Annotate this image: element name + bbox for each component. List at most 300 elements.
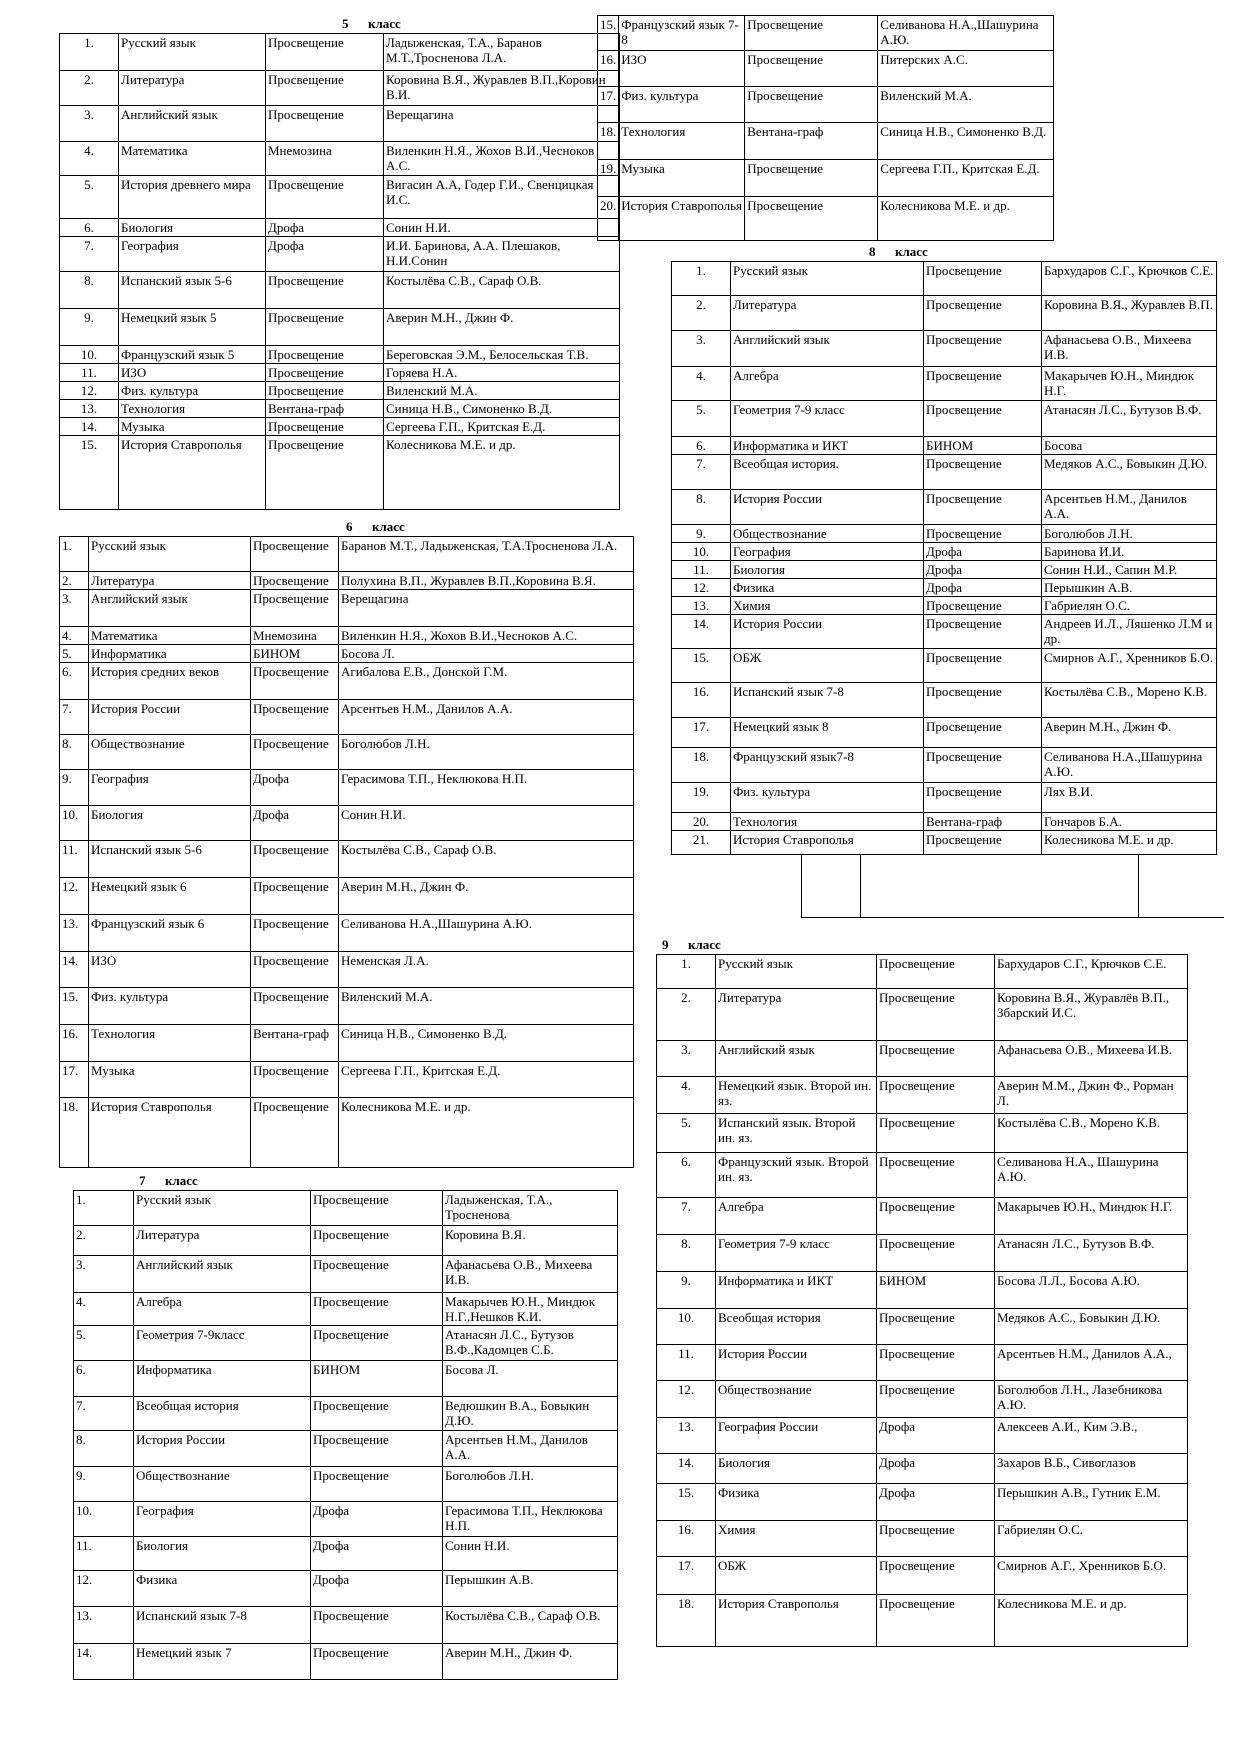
author-cell: Верещагина (384, 106, 620, 142)
subject-cell: Химия (731, 597, 924, 615)
publisher-cell: Дрофа (251, 770, 339, 806)
row-number: 19. (672, 783, 731, 813)
row-number: 13. (657, 1418, 716, 1454)
author-cell: Сонин Н.И. (384, 219, 620, 237)
publisher-cell: Просвещение (924, 615, 1042, 649)
row-number: 17. (598, 87, 619, 123)
publisher-cell: Просвещение (877, 1521, 995, 1557)
table-row (74, 1326, 618, 1361)
subject-cell: Алгебра (731, 367, 924, 401)
caption-grade-9: 9 класс (662, 937, 721, 952)
table-row (672, 748, 1217, 783)
subject-cell: Французский язык7-8 (731, 748, 924, 783)
table-row (657, 1521, 1188, 1557)
table-row (60, 627, 634, 645)
subject-cell: Литература (731, 296, 924, 331)
publisher-cell: Дрофа (311, 1502, 443, 1537)
publisher-cell: Просвещение (266, 272, 384, 309)
author-cell: Синица Н.В., Симоненко В.Д. (339, 1025, 634, 1062)
publisher-cell: Просвещение (924, 401, 1042, 437)
table-row (74, 1397, 618, 1431)
table-row (60, 988, 634, 1025)
publisher-cell: Просвещение (251, 700, 339, 735)
row-number: 17. (60, 1062, 89, 1098)
table-row (74, 1256, 618, 1293)
table-row (672, 597, 1217, 615)
table-row (598, 16, 1054, 51)
subject-cell: Физ. культура (731, 783, 924, 813)
row-number: 9. (60, 770, 89, 806)
table-row (74, 1361, 618, 1397)
subject-cell: Всеобщая история (134, 1397, 311, 1431)
subject-cell: Технология (731, 813, 924, 831)
publisher-cell: Дрофа (251, 806, 339, 841)
table-row (60, 915, 634, 952)
row-number: 16. (672, 683, 731, 718)
row-number: 18. (657, 1595, 716, 1647)
subject-cell: История Ставрополья (716, 1595, 877, 1647)
subject-cell: Испанский язык 5-6 (119, 272, 266, 309)
row-number: 16. (657, 1521, 716, 1557)
grade-5-table (59, 33, 620, 510)
row-number: 20. (598, 197, 619, 241)
publisher-cell: Дрофа (311, 1571, 443, 1607)
author-cell: Агибалова Е.В., Донской Г.М. (339, 663, 634, 700)
author-cell: Виленкин Н.Я., Жохов В.И.,Чесноков А.С. (384, 142, 620, 176)
table-row (672, 649, 1217, 683)
subject-cell: Физика (731, 579, 924, 597)
publisher-cell: Просвещение (251, 878, 339, 915)
table-row (60, 645, 634, 663)
publisher-cell: Просвещение (877, 1114, 995, 1153)
publisher-cell: Просвещение (877, 1041, 995, 1077)
publisher-cell: Просвещение (924, 455, 1042, 490)
publisher-cell: Просвещение (311, 1326, 443, 1361)
grade-7-table (73, 1190, 618, 1680)
author-cell: Перышкин А.В. (443, 1571, 618, 1607)
subject-cell: География России (716, 1418, 877, 1454)
table-row (60, 34, 620, 71)
subject-cell: История Ставрополья (619, 197, 745, 241)
subject-cell: ОБЖ (716, 1557, 877, 1595)
author-cell: Селиванова Н.А.,Шашурина А.Ю. (339, 915, 634, 952)
publisher-cell: Просвещение (311, 1256, 443, 1293)
row-number: 7. (60, 700, 89, 735)
publisher-cell: Вентана-граф (266, 400, 384, 418)
publisher-cell: Просвещение (251, 988, 339, 1025)
table-row (60, 219, 620, 237)
subject-cell: Биология (119, 219, 266, 237)
row-number: 12. (74, 1571, 134, 1607)
publisher-cell: Просвещение (745, 160, 878, 197)
author-cell: Ведюшкин В.А., Бовыкин Д.Ю. (443, 1397, 618, 1431)
subject-cell: Русский язык (716, 955, 877, 989)
table-row (74, 1502, 618, 1537)
row-number: 6. (60, 663, 89, 700)
table-grade-9 (656, 954, 1188, 1647)
author-cell: Колесникова М.Е. и др. (384, 436, 620, 510)
publisher-cell: Просвещение (311, 1397, 443, 1431)
publisher-cell: Просвещение (266, 106, 384, 142)
author-cell: Босова Л.Л., Босова А.Ю. (995, 1272, 1188, 1309)
table-row (60, 537, 634, 572)
row-number: 10. (60, 806, 89, 841)
row-number: 5. (60, 645, 89, 663)
row-number: 13. (74, 1607, 134, 1644)
subject-cell: Технология (89, 1025, 251, 1062)
row-number: 2. (60, 71, 119, 106)
subject-cell: Физ. культура (89, 988, 251, 1025)
subject-cell: Русский язык (134, 1191, 311, 1226)
author-cell: Селиванова Н.А.,Шашурина А.Ю. (1042, 748, 1217, 783)
row-number: 3. (74, 1256, 134, 1293)
table-grade-7 (73, 1190, 618, 1680)
table-row (60, 806, 634, 841)
table-row (74, 1571, 618, 1607)
publisher-cell: Просвещение (924, 831, 1042, 855)
table-row (60, 142, 620, 176)
subject-cell: Русский язык (89, 537, 251, 572)
author-cell: Горяева Н.А. (384, 364, 620, 382)
author-cell: Костылёва С.В., Сараф О.В. (339, 841, 634, 878)
subject-cell: ИЗО (119, 364, 266, 382)
caption-grade-8: 8 класс (869, 244, 928, 259)
table-grade-8 (671, 261, 1217, 855)
author-cell: И.И. Баринова, А.А. Плешаков, Н.И.Сонин (384, 237, 620, 272)
subject-cell: Музыка (119, 418, 266, 436)
author-cell: Колесникова М.Е. и др. (1042, 831, 1217, 855)
row-number: 10. (74, 1502, 134, 1537)
publisher-cell: Просвещение (924, 649, 1042, 683)
row-number: 15. (598, 16, 619, 51)
table-row (672, 783, 1217, 813)
publisher-cell: Дрофа (877, 1418, 995, 1454)
table-row (74, 1226, 618, 1256)
table-row (657, 1418, 1188, 1454)
row-number: 11. (60, 841, 89, 878)
row-number: 2. (657, 989, 716, 1041)
table-row (60, 572, 634, 590)
publisher-cell: Просвещение (251, 952, 339, 988)
row-number: 14. (60, 418, 119, 436)
row-number: 5. (672, 401, 731, 437)
publisher-cell: Дрофа (266, 219, 384, 237)
author-cell: Смирнов А.Г., Хренников Б.О. (995, 1557, 1188, 1595)
subject-cell: Геометрия 7-9 класс (731, 401, 924, 437)
row-number: 11. (672, 561, 731, 579)
subject-cell: Обществознание (89, 735, 251, 770)
table-row (672, 813, 1217, 831)
table-row (657, 1114, 1188, 1153)
author-cell: Верещагина (339, 590, 634, 627)
subject-cell: География (119, 237, 266, 272)
table-row (672, 367, 1217, 401)
author-cell: Колесникова М.Е. и др. (878, 197, 1054, 241)
publisher-cell: Просвещение (266, 382, 384, 400)
publisher-cell: Просвещение (266, 71, 384, 106)
publisher-cell: Просвещение (311, 1293, 443, 1326)
author-cell: Босова Л. (339, 645, 634, 663)
subject-cell: Немецкий язык. Второй ин. яз. (716, 1077, 877, 1114)
table-row (657, 1041, 1188, 1077)
subject-cell: Русский язык (731, 262, 924, 296)
subject-cell: Математика (89, 627, 251, 645)
author-cell: Медяков А.С., Бовыкин Д.Ю. (995, 1309, 1188, 1345)
subject-cell: Технология (619, 123, 745, 160)
publisher-cell: Просвещение (924, 296, 1042, 331)
author-cell: Афанасьева О.В., Михеева И.В. (995, 1041, 1188, 1077)
author-cell: Арсентьев Н.М., Данилов А.А., (995, 1345, 1188, 1381)
table-row (672, 401, 1217, 437)
table-row (60, 382, 620, 400)
subject-cell: Литература (119, 71, 266, 106)
publisher-cell: Просвещение (877, 1595, 995, 1647)
subject-cell: Испанский язык. Второй ин. яз. (716, 1114, 877, 1153)
row-number: 17. (672, 718, 731, 748)
row-number: 9. (60, 309, 119, 346)
publisher-cell: Просвещение (311, 1607, 443, 1644)
table-row (60, 71, 620, 106)
subject-cell: Химия (716, 1521, 877, 1557)
subject-cell: Технология (119, 400, 266, 418)
row-number: 7. (74, 1397, 134, 1431)
publisher-cell: Просвещение (251, 537, 339, 572)
publisher-cell: Дрофа (924, 579, 1042, 597)
row-number: 6. (74, 1361, 134, 1397)
subject-cell: Биология (731, 561, 924, 579)
publisher-cell: Вентана-граф (745, 123, 878, 160)
table-row (60, 346, 620, 364)
author-cell: Баринова И.И. (1042, 543, 1217, 561)
publisher-cell: Просвещение (745, 197, 878, 241)
subject-cell: Английский язык (119, 106, 266, 142)
publisher-cell: Просвещение (251, 735, 339, 770)
row-number: 1. (74, 1191, 134, 1226)
author-cell: Боголюбов Л.Н. (443, 1467, 618, 1502)
subject-cell: Всеобщая история. (731, 455, 924, 490)
author-cell: Аверин М.М., Джин Ф., Рорман Л. (995, 1077, 1188, 1114)
author-cell: Атанасян Л.С., Бутузов В.Ф. (1042, 401, 1217, 437)
row-number: 12. (60, 878, 89, 915)
table-row (657, 1309, 1188, 1345)
table-row (672, 579, 1217, 597)
publisher-cell: Просвещение (251, 590, 339, 627)
publisher-cell: Просвещение (745, 16, 878, 51)
row-number: 11. (74, 1537, 134, 1571)
table-row (672, 437, 1217, 455)
table-row (74, 1644, 618, 1680)
row-number: 2. (672, 296, 731, 331)
publisher-cell: Просвещение (924, 597, 1042, 615)
row-number: 13. (60, 915, 89, 952)
table-row (74, 1293, 618, 1326)
empty-cell (802, 854, 861, 917)
table-row (598, 51, 1054, 87)
subject-cell: Французский язык 6 (89, 915, 251, 952)
publisher-cell: Просвещение (924, 683, 1042, 718)
table-row (672, 490, 1217, 525)
author-cell: Костылёва С.В., Сараф О.В. (443, 1607, 618, 1644)
author-cell: Перышкин А.В. (1042, 579, 1217, 597)
subject-cell: Обществознание (716, 1381, 877, 1418)
row-number: 18. (598, 123, 619, 160)
subject-cell: Биология (134, 1537, 311, 1571)
row-number: 16. (598, 51, 619, 87)
subject-cell: Французский язык. Второй ин. яз. (716, 1153, 877, 1198)
author-cell: Питерских А.С. (878, 51, 1054, 87)
row-number: 11. (657, 1345, 716, 1381)
publisher-cell: Просвещение (266, 176, 384, 219)
subject-cell: История древнего мира (119, 176, 266, 219)
subject-cell: Испанский язык 5-6 (89, 841, 251, 878)
row-number: 2. (74, 1226, 134, 1256)
author-cell: Коровина В.Я., Журавлёв В.П., Збарский И.С. (995, 989, 1188, 1041)
table-row (657, 1272, 1188, 1309)
subject-cell: Музыка (619, 160, 745, 197)
row-number: 4. (657, 1077, 716, 1114)
row-number: 4. (74, 1293, 134, 1326)
subject-cell: География (89, 770, 251, 806)
publisher-cell: Просвещение (745, 87, 878, 123)
table-row (60, 878, 634, 915)
table-row (657, 1454, 1188, 1484)
subject-cell: Алгебра (134, 1293, 311, 1326)
row-number: 5. (657, 1114, 716, 1153)
table-row (672, 683, 1217, 718)
table-row (657, 1235, 1188, 1272)
row-number: 8. (74, 1431, 134, 1467)
row-number: 3. (672, 331, 731, 367)
table-row (60, 841, 634, 878)
row-number: 10. (60, 346, 119, 364)
publisher-cell: Просвещение (924, 262, 1042, 296)
subject-cell: Немецкий язык 5 (119, 309, 266, 346)
row-number: 21. (672, 831, 731, 855)
publisher-cell: Дрофа (311, 1537, 443, 1571)
author-cell: Бархударов С.Г., Крючков С.Е. (1042, 262, 1217, 296)
subject-cell: Немецкий язык 6 (89, 878, 251, 915)
author-cell: Бархударов С.Г., Крючков С.Е. (995, 955, 1188, 989)
author-cell: Виленский М.А. (384, 382, 620, 400)
subject-cell: Немецкий язык 7 (134, 1644, 311, 1680)
row-number: 9. (672, 525, 731, 543)
empty-table-fragment (801, 854, 1224, 918)
table-row (60, 400, 620, 418)
author-cell: Макарычев Ю.Н., Миндюк Н.Г. (995, 1198, 1188, 1235)
publisher-cell: Просвещение (251, 915, 339, 952)
author-cell: Арсентьев Н.М., Данилов А.А. (339, 700, 634, 735)
author-cell: Виленкин Н.Я., Жохов В.И.,Чесноков А.С. (339, 627, 634, 645)
publisher-cell: Просвещение (266, 364, 384, 382)
author-cell: Полухина В.П., Журавлев В.П.,Коровина В.Я. (339, 572, 634, 590)
author-cell: Герасимова Т.П., Неклюкова Н.П. (339, 770, 634, 806)
publisher-cell: Просвещение (877, 1235, 995, 1272)
table-row (60, 106, 620, 142)
table-row (60, 1025, 634, 1062)
row-number: 15. (60, 436, 119, 510)
publisher-cell: Просвещение (924, 490, 1042, 525)
publisher-cell: Просвещение (745, 51, 878, 87)
caption-grade-5: 5 класс (342, 16, 401, 31)
publisher-cell: Просвещение (266, 436, 384, 510)
subject-cell: История России (716, 1345, 877, 1381)
publisher-cell: Просвещение (877, 1198, 995, 1235)
publisher-cell: БИНОМ (251, 645, 339, 663)
subject-cell: Алгебра (716, 1198, 877, 1235)
publisher-cell: Просвещение (877, 1153, 995, 1198)
publisher-cell: Просвещение (251, 1062, 339, 1098)
publisher-cell: Дрофа (877, 1484, 995, 1521)
row-number: 12. (657, 1381, 716, 1418)
table-row (60, 309, 620, 346)
subject-cell: Обществознание (134, 1467, 311, 1502)
author-cell: Аверин М.Н., Джин Ф. (384, 309, 620, 346)
table-row (60, 1098, 634, 1168)
row-number: 19. (598, 160, 619, 197)
subject-cell: Биология (716, 1454, 877, 1484)
row-number: 8. (60, 272, 119, 309)
publisher-cell: Просвещение (251, 841, 339, 878)
publisher-cell: Просвещение (924, 748, 1042, 783)
author-cell: Боголюбов Л.Н. (339, 735, 634, 770)
author-cell: Аверин М.Н., Джин Ф. (443, 1644, 618, 1680)
author-cell: Босова Л. (443, 1361, 618, 1397)
author-cell: Колесникова М.Е. и др. (995, 1595, 1188, 1647)
caption-grade-7: 7 класс (139, 1173, 198, 1188)
publisher-cell: Просвещение (311, 1431, 443, 1467)
subject-cell: Геометрия 7-9 класс (716, 1235, 877, 1272)
subject-cell: Информатика и ИКТ (716, 1272, 877, 1309)
publisher-cell: Просвещение (877, 1345, 995, 1381)
author-cell: Афанасьева О.В., Михеева И.В. (1042, 331, 1217, 367)
table-row (672, 718, 1217, 748)
subject-cell: ИЗО (89, 952, 251, 988)
table-row (60, 237, 620, 272)
row-number: 6. (60, 219, 119, 237)
table-row (672, 561, 1217, 579)
table-grade-6 (59, 536, 634, 1168)
subject-cell: Литература (134, 1226, 311, 1256)
subject-cell: ИЗО (619, 51, 745, 87)
author-cell: Костылёва С.В., Морено К.В. (995, 1114, 1188, 1153)
row-number: 9. (657, 1272, 716, 1309)
row-number: 4. (60, 142, 119, 176)
subject-cell: Русский язык (119, 34, 266, 71)
author-cell: Костылёва С.В., Морено К.В. (1042, 683, 1217, 718)
author-cell: Атанасян Л.С., Бутузов В.Ф.,Кадомцев С.Б. (443, 1326, 618, 1361)
author-cell: Виленский М.А. (339, 988, 634, 1025)
table-row (672, 543, 1217, 561)
author-cell: Габриелян О.С. (1042, 597, 1217, 615)
row-number: 9. (74, 1467, 134, 1502)
author-cell: Аверин М.Н., Джин Ф. (1042, 718, 1217, 748)
author-cell: Ладыженская, Т.А., Баранов М.Т.,Тросненова Л.А. (384, 34, 620, 71)
author-cell: Береговская Э.М., Белосельская Т.В. (384, 346, 620, 364)
table-row (74, 1467, 618, 1502)
row-number: 12. (60, 382, 119, 400)
publisher-cell: Просвещение (877, 1077, 995, 1114)
author-cell: Аверин М.Н., Джин Ф. (339, 878, 634, 915)
publisher-cell: Просвещение (311, 1467, 443, 1502)
author-cell: Сонин Н.И., Сапин М.Р. (1042, 561, 1217, 579)
table-row (598, 87, 1054, 123)
publisher-cell: Просвещение (266, 34, 384, 71)
subject-cell: Французский язык 5 (119, 346, 266, 364)
row-number: 10. (657, 1309, 716, 1345)
table-row (598, 123, 1054, 160)
subject-cell: Английский язык (716, 1041, 877, 1077)
row-number: 18. (672, 748, 731, 783)
